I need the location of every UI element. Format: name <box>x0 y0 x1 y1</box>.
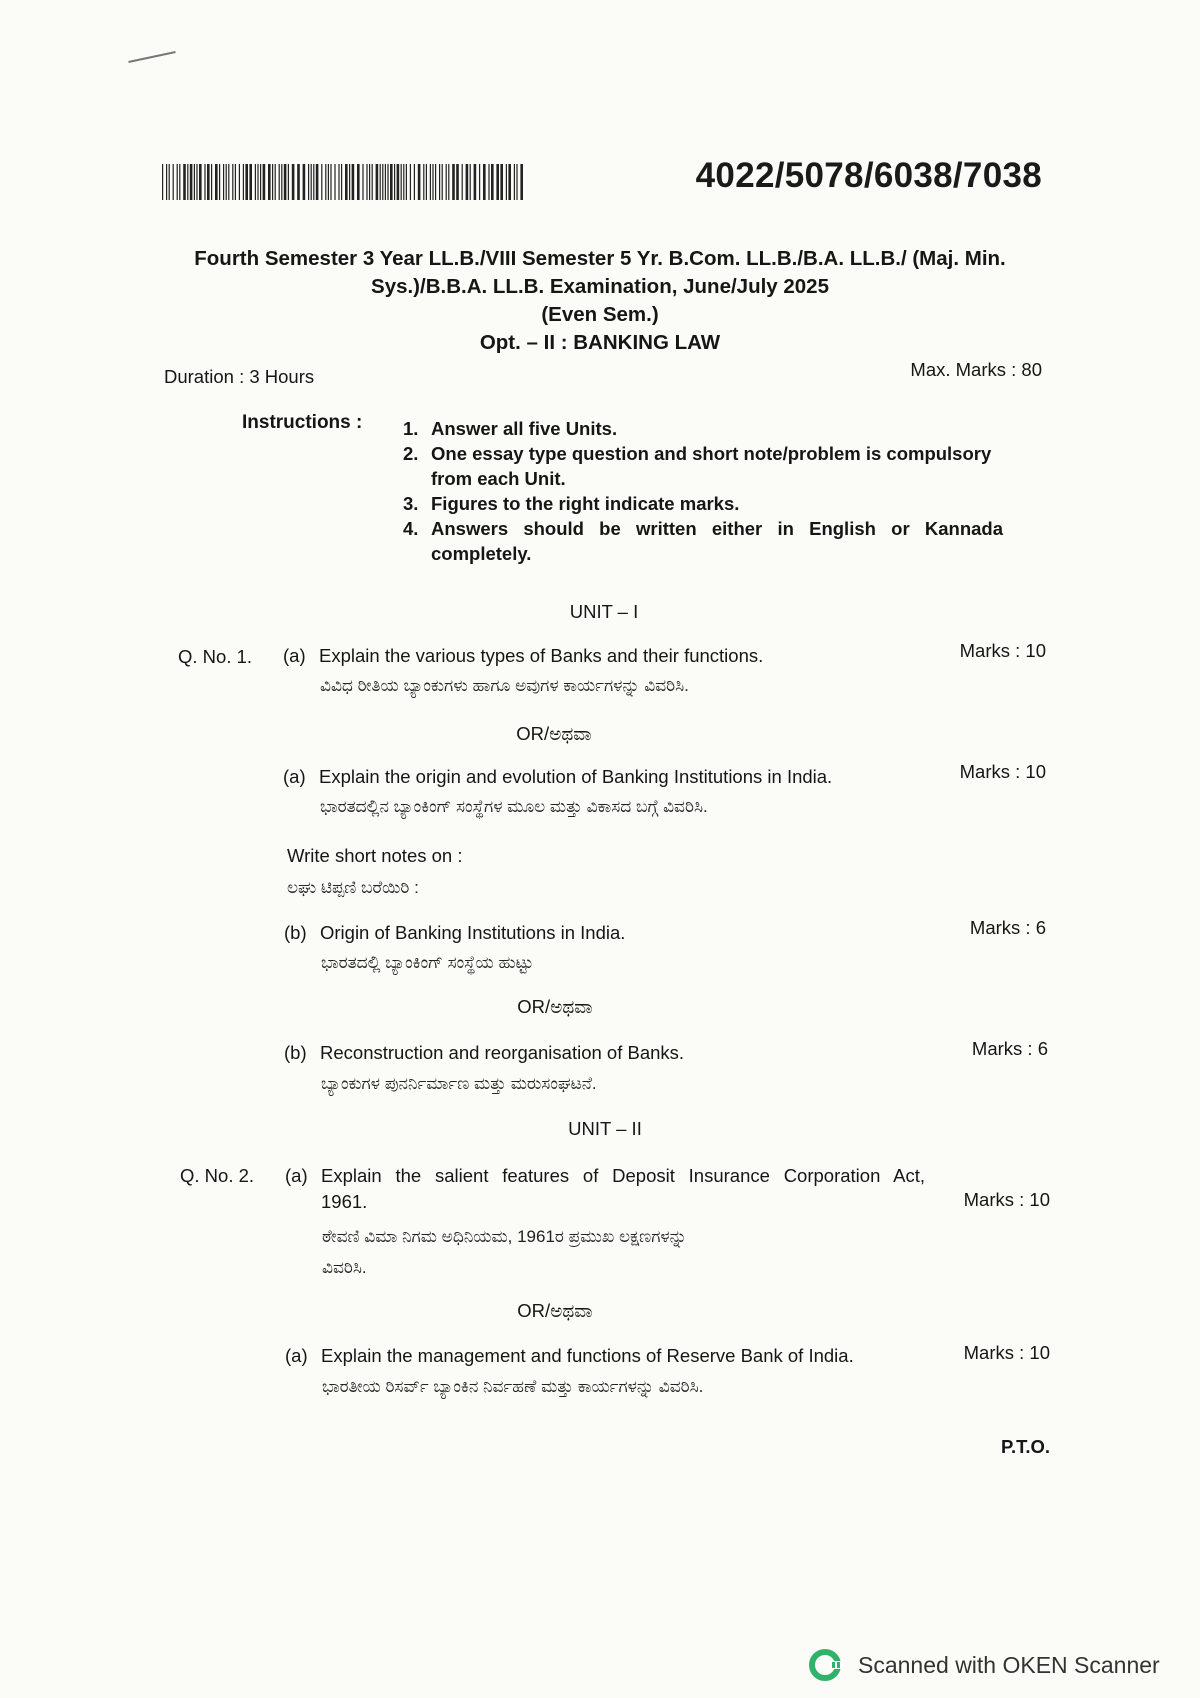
header-line-1: Fourth Semester 3 Year LL.B./VIII Semester 5 Yr. B.Com. LL.B./B.A. LL.B./ (Maj. Min. <box>194 247 1006 270</box>
instructions-list <box>403 416 1003 566</box>
instruction-item: 4. Answers should be written either in English or Kannada completely. <box>403 518 1003 564</box>
unit-1-heading: UNIT – I <box>569 601 639 622</box>
question-2-label: Q. No. 2. <box>180 1165 255 1186</box>
unit-2-heading: UNIT – II <box>568 1118 642 1139</box>
q1b-text: (b) Origin of Banking Institutions in India. <box>284 922 626 943</box>
scanner-footer <box>808 1648 1160 1682</box>
oken-scanner-logo-icon <box>808 1648 846 1682</box>
pen-mark <box>128 51 175 63</box>
instruction-item: 3. Figures to the right indicate marks. <box>403 493 740 514</box>
instruction-item: 2. One essay type question and short note/problem is compulsory from each Unit. <box>403 443 992 489</box>
or-divider: OR/ಅಥವಾ <box>517 1300 593 1321</box>
q1b-alt-kannada: ಬ್ಯಾಂಕುಗಳ ಪುನರ್ನಿರ್ಮಾಣ ಮತ್ತು ಮರುಸಂಘಟನೆ. <box>321 1074 597 1093</box>
q2a-alt-text: (a) Explain the management and functions of Reserve Bank of India. <box>285 1345 854 1366</box>
instruction-item: 1. Answer all five Units. <box>403 418 618 439</box>
q1a-text: (a) Explain the various types of Banks and their functions. <box>283 645 764 666</box>
q1b-kannada: ಭಾರತದಲ್ಲಿ ಬ್ಯಾಂಕಿಂಗ್ ಸಂಸ್ಥೆಯ ಹುಟ್ಟು <box>321 953 534 972</box>
q1a-kannada: ವಿವಿಧ ರೀತಿಯ ಬ್ಯಾಂಕುಗಳು ಹಾಗೂ ಅವುಗಳ ಕಾರ್ಯಗಳನ್ನು ವಿವರಿಸಿ. <box>320 676 689 695</box>
subject-title: Opt. – II : BANKING LAW <box>479 331 721 354</box>
barcode-icon <box>162 164 524 200</box>
q2a-alt-marks: Marks : 10 <box>963 1342 1050 1363</box>
short-notes-heading-kannada: ಲಘು ಟಿಪ್ಪಣಿ ಬರೆಯಿರಿ : <box>287 878 419 897</box>
q1b-marks: Marks : 6 <box>969 917 1046 938</box>
instructions-label: Instructions : <box>242 412 363 433</box>
question-1-label: Q. No. 1. <box>178 646 253 667</box>
q2a-alt-kannada: ಭಾರತೀಯ ರಿಸರ್ವ್ ಬ್ಯಾಂಕಿನ ನಿರ್ವಹಣೆ ಮತ್ತು ಕಾರ್ಯಗಳನ್ನು ವಿವರಿಸಿ. <box>322 1377 704 1396</box>
exam-header <box>150 245 1050 357</box>
q2a-text: (a) Explain the salient features of Deposit Insurance Corporation Act, 1961. <box>285 1165 925 1212</box>
short-notes-heading: Write short notes on : <box>287 845 463 866</box>
q2a-marks: Marks : 10 <box>963 1189 1050 1210</box>
duration: Duration : 3 Hours <box>164 366 315 387</box>
max-marks: Max. Marks : 80 <box>910 359 1042 380</box>
or-divider: OR/ಅಥವಾ <box>517 996 593 1017</box>
q1a-alt-marks: Marks : 10 <box>959 761 1046 782</box>
or-divider: OR/ಅಥವಾ <box>516 723 592 744</box>
q1a-alt-text: (a) Explain the origin and evolution of Banking Institutions in India. <box>283 766 833 787</box>
paper-code: 4022/5078/6038/7038 <box>695 156 1042 195</box>
q1a-marks: Marks : 10 <box>959 640 1046 661</box>
q1b-alt-text: (b) Reconstruction and reorganisation of Banks. <box>284 1042 685 1063</box>
header-line-3: (Even Sem.) <box>541 303 659 326</box>
q1a-alt-kannada: ಭಾರತದಲ್ಲಿನ ಬ್ಯಾಂಕಿಂಗ್ ಸಂಸ್ಥೆಗಳ ಮೂಲ ಮತ್ತು ವಿಕಾಸದ ಬಗ್ಗೆ ವಿವರಿಸಿ. <box>320 797 708 816</box>
q2a-kannada: ಠೇವಣಿ ವಿಮಾ ನಿಗಮ ಅಧಿನಿಯಮ, 1961ರ ಪ್ರಮುಖ ಲಕ್ಷಣಗಳನ್ನು ವಿವರಿಸಿ. <box>322 1227 687 1277</box>
please-turn-over: P.T.O. <box>1000 1436 1050 1457</box>
q1b-alt-marks: Marks : 6 <box>971 1038 1048 1059</box>
scanner-text: Scanned with OKEN Scanner <box>858 1651 1160 1678</box>
faint-watermark <box>185 822 228 872</box>
header-line-2: Sys.)/B.B.A. LL.B. Examination, June/July 2025 <box>371 275 829 298</box>
